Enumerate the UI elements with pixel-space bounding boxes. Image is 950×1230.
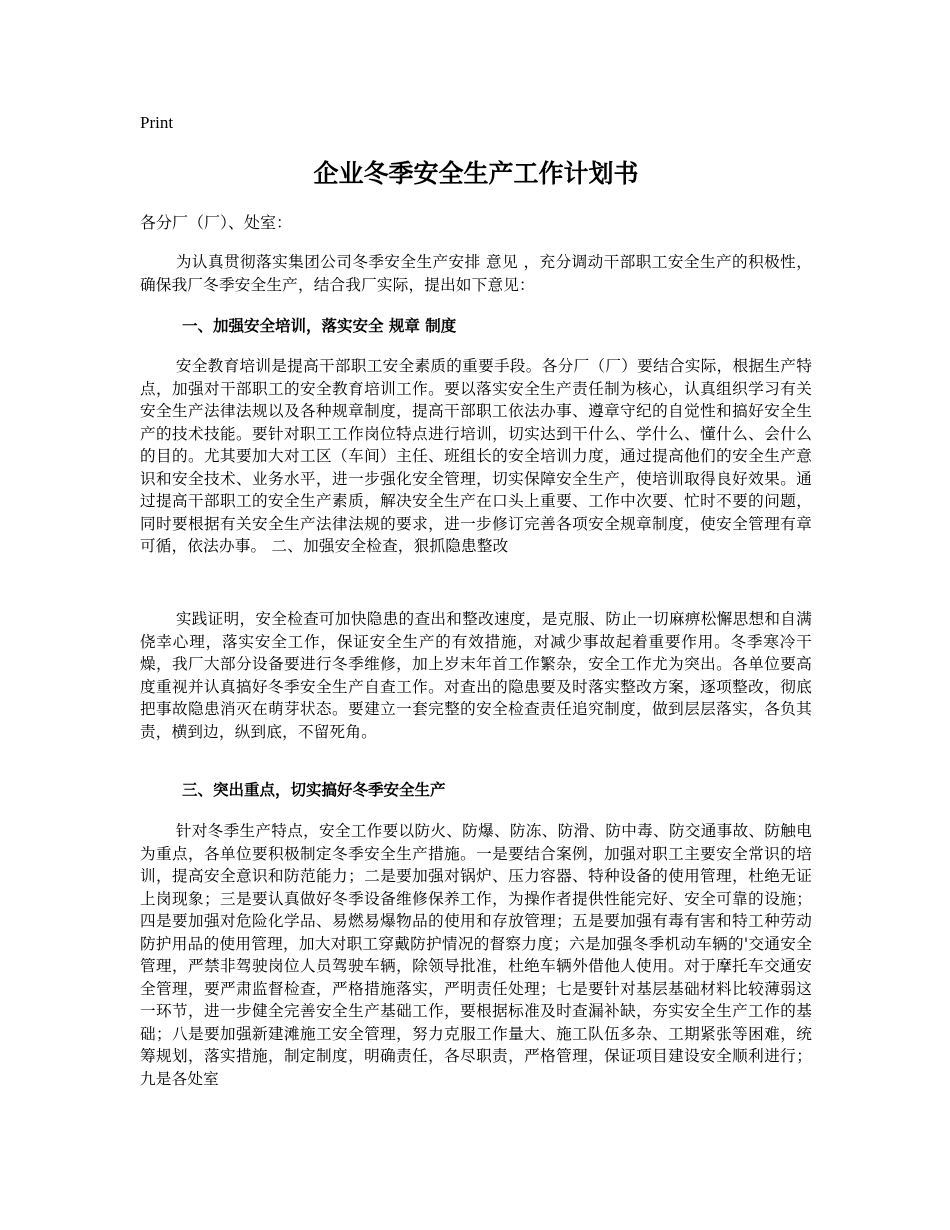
document-title: 企业冬季安全生产工作计划书 <box>313 159 639 188</box>
section-2-paragraph: 实践证明，安全检查可加快隐患的查出和整改速度，是克服、防止一切麻痹松懈思想和自满侥幸心理，落实安全工作，保证安全生产的有效措施，对减少事故起着重要作用。冬季寒冷干燥，我厂大部分设备要进行冬季维修，加上岁末年首工作繁杂，安全工作尤为突出。各单位要高度重视并认真搞好冬季安全生产自查工作。对查出的隐患要及时落实整改方案，逐项整改，彻底把事故隐患消灭在萌芽状态。要建立一套完整的安全检查责任追究制度，做到层层落实，各负其责，横到边，纵到底，不留死角。 <box>140 610 812 741</box>
print-label: Print <box>140 113 174 132</box>
section-heading-1: 一、加强安全培训，落实安全 规章 制度 <box>182 317 457 335</box>
intro-paragraph: 为认真贯彻落实集团公司冬季安全生产安排 意见 ，充分调动干部职工安全生产的积极性，确保我厂冬季安全生产，结合我厂实际，提出如下意见： <box>140 253 812 294</box>
section-3-paragraph: 针对冬季生产特点，安全工作要以防火、防爆、防冻、防滑、防中毒、防交通事故、防触电为重点，各单位要积极制定冬季安全生产措施。一是要结合案例，加强对职工主要安全常识的培训，提高安全意识和防范能力；二是要加强对锅炉、压力容器、特种设备的使用管理，杜绝无证上岗现象；三是要认真做好冬季设备维修保养工作，为操作者提供性能完好、安全可靠的设施；四是要加强对危险化学品、易燃易爆物品的使用和存放管理；五是要加强有毒有害和特工种劳动防护用品的使用管理，加大对职工穿戴防护情况的督察力度；六是加强冬季机动车辆的'交通安全管理，严禁非驾驶岗位人员驾驶车辆，除领导批准，杜绝车辆外借他人使用。对于摩托车交通安全管理，要严肃监督检查，严格措施落实，严明责任处理；七是要针对基层基础材料比较薄弱这一环节，进一步健全完善安全生产基础工作，要根据标准及时查漏补缺，夯实安全生产工作的基础；八是要加强新建滩施工安全管理，努力克服工作量大、施工队伍多杂、工期紧张等困难，统筹规划，落实措施，制定制度，明确责任，各尽职责，严格管理，保证项目建设安全顺利进行；九是各处室 <box>140 822 812 1088</box>
section-1-paragraph: 安全教育培训是提高干部职工安全素质的重要手段。各分厂（厂）要结合实际，根据生产特点，加强对干部职工的安全教育培训工作。要以落实安全生产责任制为核心，认真组织学习有关安全生产法律法规以及各种规章制度，提高干部职工依法办事、遵章守纪的自觉性和搞好安全生产的技术技能。要针对职工工作岗位特点进行培训，切实达到干什么、学什么、懂什么、会什么的目的。尤其要加大对工区（车间）主任、班组长的安全培训力度，通过提高他们的安全生产意识和安全技术、业务水平，进一步强化安全管理，切实保障安全生产，使培训取得良好效果。通过提高干部职工的安全生产素质，解决安全生产在口头上重要、工作中次要、忙时不要的问题，同时要根据有关安全生产法律法规的要求，进一步修订完善各项安全规章制度，使安全管理有章可循，依法办事。 二、加强安全检查，狠抓隐患整改 <box>140 357 812 555</box>
section-heading-3: 三、突出重点，切实搞好冬季安全生产 <box>182 781 446 799</box>
salutation: 各分厂（厂）、处室： <box>140 213 293 232</box>
